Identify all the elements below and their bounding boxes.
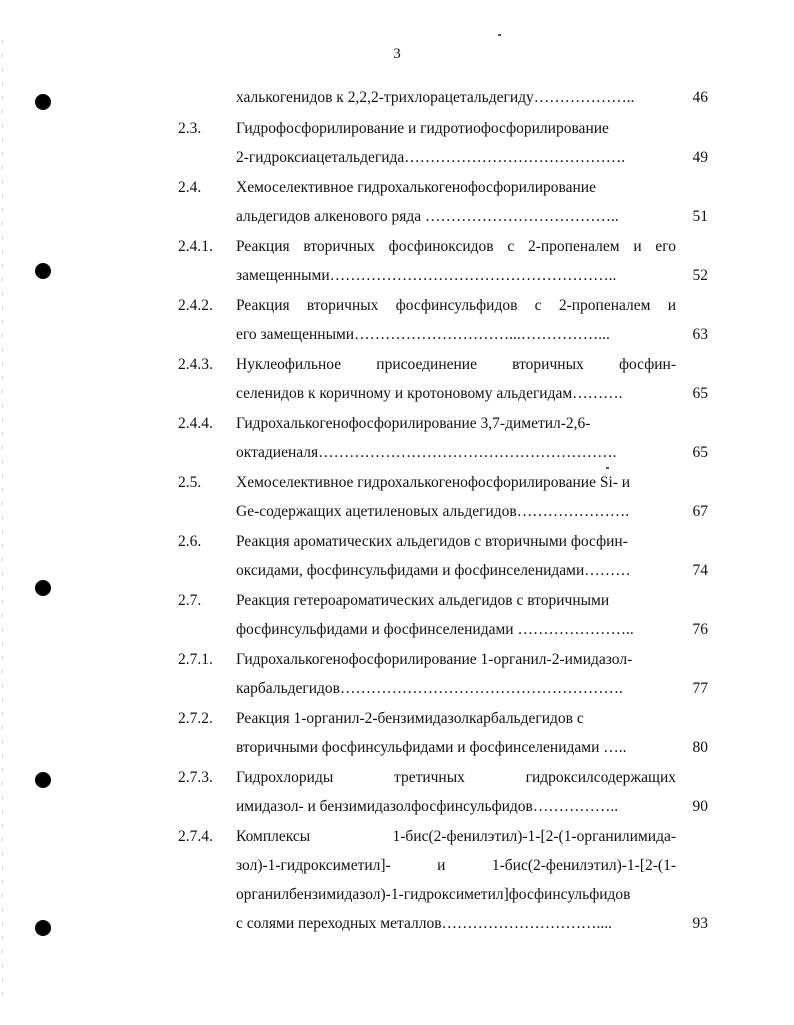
toc-entry-number: 2.7.1.	[178, 651, 213, 668]
toc-entry-page: 74	[692, 562, 708, 579]
toc-entry-text: Гидрохалькогенофосфорилирование 1-органил-2-имидазол-	[236, 651, 633, 668]
toc-entry-number: 2.4.	[178, 179, 202, 196]
scan-speck	[606, 467, 609, 469]
toc-entry-text: вторичными фосфинсульфидами и фосфинселенидами …..	[236, 739, 627, 756]
toc-entry-page: 51	[692, 208, 708, 225]
binder-hole	[35, 580, 51, 596]
toc-entry-page: 63	[692, 326, 708, 343]
toc-entry-number: 2.7.	[178, 592, 202, 609]
toc-entry-page: 90	[692, 798, 708, 815]
toc-entry-number: 2.4.4.	[178, 415, 213, 432]
toc-entry-text: фосфинсульфидами и фосфинселенидами …………………..	[236, 621, 634, 638]
toc-entry-text: Реакция вторичных фосфиноксидов с 2-пропеналем и его	[236, 238, 676, 255]
toc-entry-page: 65	[692, 444, 708, 461]
toc-entry-text: Гидрофосфорилирование и гидротиофосфорилирование	[236, 120, 609, 137]
toc-entry-page: 67	[692, 503, 708, 520]
toc-entry-text: Комплексы 1-бис(2-фенилэтил)-1-[2-(1-органилимида-	[236, 828, 676, 845]
toc-entry-number: 2.4.1.	[178, 238, 213, 255]
toc-entry-text: Ge-содержащих ацетиленовых альдегидов………………….	[236, 503, 630, 520]
toc-entry-text: халькогенидов к 2,2,2-трихлорацетальдегиду………………..	[236, 89, 635, 106]
toc-entry-text: с солями переходных металлов…………………………....	[236, 915, 613, 932]
toc-entry-text: альдегидов алкенового ряда ………………………………..	[236, 208, 619, 225]
toc-entry-text: 2-гидроксиацетальдегида…………………………………….	[236, 149, 626, 166]
binder-hole	[35, 920, 51, 936]
toc-entry-text: Гидрохлориды третичных гидроксилсодержащих	[236, 769, 676, 786]
toc-entry-text: Реакция 1-органил-2-бензимидазолкарбальдегидов с	[236, 710, 584, 727]
scan-margin-line	[2, 40, 3, 1000]
toc-entry-number: 2.7.4.	[178, 828, 213, 845]
toc-entry-page: 52	[692, 267, 708, 284]
toc-entry-page: 77	[692, 680, 708, 697]
toc-entry-text: Нуклеофильное присоединение вторичных фосфин-	[236, 356, 676, 373]
toc-entry-page: 76	[692, 621, 708, 638]
toc-entry-text: карбальдегидов……………………………………………….	[236, 680, 623, 697]
toc-entry-text: замещенными………………………………………………..	[236, 267, 617, 284]
toc-entry-number: 2.6.	[178, 533, 202, 550]
toc-entry-text: Реакция ароматических альдегидов с вторичными фосфин-	[236, 533, 628, 550]
toc-entry-text: селенидов к коричному и кротоновому альдегидам……….	[236, 385, 623, 402]
toc-entry-text: Хемоселективное гидрохалькогенофосфорилирование	[236, 179, 596, 196]
toc-entry-number: 2.4.2.	[178, 297, 213, 314]
toc-entry-number: 2.5.	[178, 474, 202, 491]
toc-entry-text: Хемоселективное гидрохалькогенофосфорилирование Si- и	[236, 474, 631, 491]
toc-entry-page: 46	[692, 89, 708, 106]
binder-hole	[35, 263, 51, 279]
toc-entry-number: 2.7.3.	[178, 769, 213, 786]
toc-entry-text: Реакция вторичных фосфинсульфидов с 2-пропеналем и	[236, 297, 676, 314]
toc-entry-page: 65	[692, 385, 708, 402]
toc-entry-number: 2.7.2.	[178, 710, 213, 727]
toc-entry-number: 2.4.3.	[178, 356, 213, 373]
toc-entry-text: Реакция гетероароматических альдегидов с вторичными	[236, 592, 610, 609]
toc-entry-text: зол)-1-гидроксиметил]- и 1-бис(2-фенилэтил)-1-[2-(1-	[236, 857, 676, 874]
toc-entry-text: имидазол- и бензимидазолфосфинсульфидов……………..	[236, 798, 619, 815]
scan-speck	[498, 34, 501, 36]
toc-entry-text: органилбензимидазол)-1-гидроксиметил]фосфинсульфидов	[236, 886, 631, 903]
toc-entry-text: оксидами, фосфинсульфидами и фосфинселенидами………	[236, 562, 631, 579]
toc-entry-number: 2.3.	[178, 120, 202, 137]
binder-hole	[35, 772, 51, 788]
toc-entry-text: его замещенными…………………………...……………...	[236, 326, 610, 343]
toc-entry-text: октадиеналя………………………………………………….	[236, 444, 617, 461]
toc-entry-page: 80	[692, 739, 708, 756]
toc-entry-text: Гидрохалькогенофосфорилирование 3,7-диметил-2,6-	[236, 415, 591, 432]
page-number: 3	[393, 46, 401, 62]
toc-entry-page: 93	[692, 915, 708, 932]
binder-hole	[35, 94, 51, 110]
toc-entry-page: 49	[692, 149, 708, 166]
